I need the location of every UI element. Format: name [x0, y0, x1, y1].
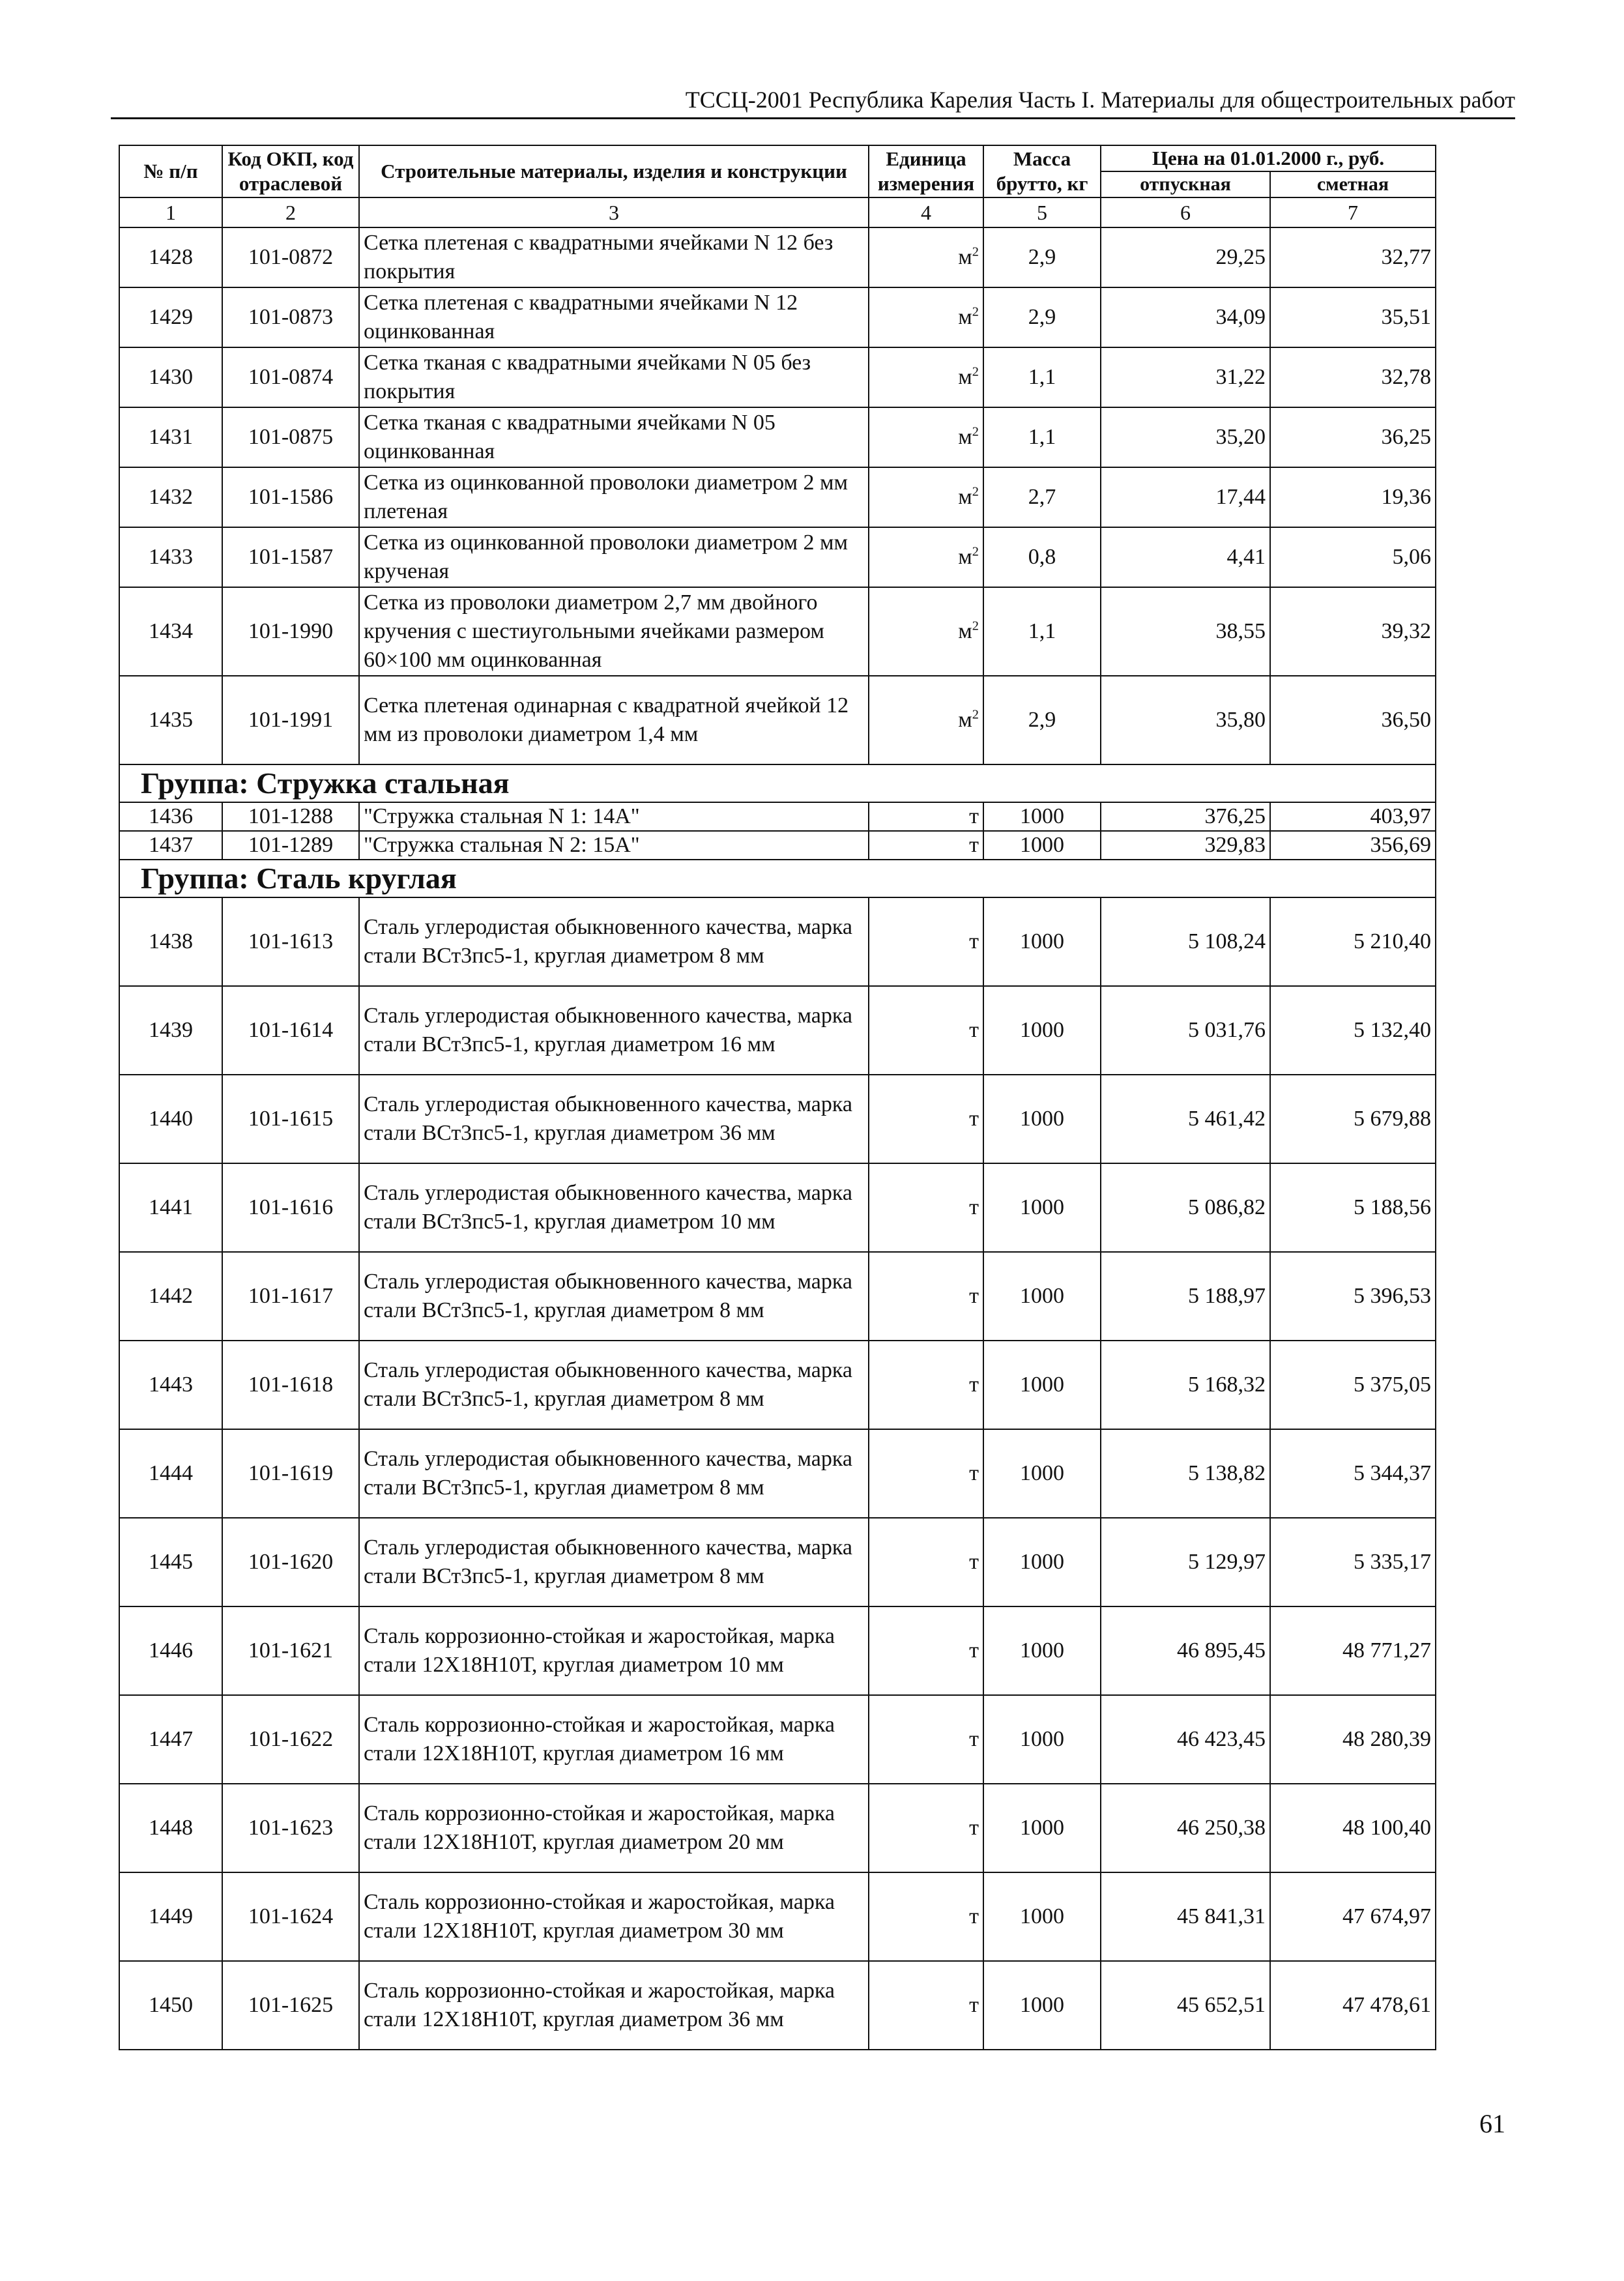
- row-unit: т: [869, 1784, 983, 1872]
- unit-label: м: [958, 245, 972, 269]
- row-price-release: 46 423,45: [1101, 1695, 1270, 1784]
- row-mass: 2,9: [983, 676, 1101, 764]
- table-row: [119, 986, 1436, 1075]
- row-unit: [869, 407, 983, 467]
- row-material-name: Сетка плетеная одинарная с квадратной ячейкой 12 мм из проволоки диаметром 1,4 мм: [359, 676, 869, 764]
- row-material-name: Сетка из оцинкованной проволоки диаметром 2 мм крученая: [359, 527, 869, 587]
- row-price-estimate: 5 396,53: [1270, 1252, 1436, 1341]
- row-price-estimate: 356,69: [1270, 831, 1436, 860]
- row-mass: 1000: [983, 1695, 1101, 1784]
- row-mass: 1000: [983, 986, 1101, 1075]
- row-material-name: Сталь коррозионно-стойкая и жаростойкая, марка стали 12Х18Н10Т, круглая диаметром 36 мм: [359, 1961, 869, 2050]
- row-code: 101-1991: [222, 676, 359, 764]
- row-code: 101-1624: [222, 1872, 359, 1961]
- row-material-name: "Стружка стальная N 1: 14А": [359, 802, 869, 831]
- row-material-name: Сталь коррозионно-стойкая и жаростойкая, марка стали 12Х18Н10Т, круглая диаметром 10 мм: [359, 1606, 869, 1695]
- row-number: 1446: [119, 1606, 222, 1695]
- row-material-name: Сталь углеродистая обыкновенного качества, марка стали ВСт3пс5-1, круглая диаметром 10 мм: [359, 1163, 869, 1252]
- row-code: 101-1614: [222, 986, 359, 1075]
- unit-exponent: 2: [972, 707, 979, 722]
- unit-exponent: 2: [972, 244, 979, 259]
- table-row: [119, 802, 1436, 831]
- row-code: 101-1625: [222, 1961, 359, 2050]
- row-number: 1429: [119, 287, 222, 347]
- table-row: [119, 1252, 1436, 1341]
- table-row: [119, 1961, 1436, 2050]
- row-code: 101-1615: [222, 1075, 359, 1163]
- header-mass: Масса брутто, кг: [983, 145, 1101, 197]
- header-price-estimate: сметная: [1270, 171, 1436, 197]
- row-material-name: Сетка из оцинкованной проволоки диаметром 2 мм плетеная: [359, 467, 869, 527]
- table-header-row: [119, 145, 1436, 171]
- row-mass: 2,9: [983, 227, 1101, 287]
- table-row: [119, 467, 1436, 527]
- row-price-release: 45 652,51: [1101, 1961, 1270, 2050]
- row-price-release: 5 031,76: [1101, 986, 1270, 1075]
- group-heading-shavings: Группа: Стружка стальная: [119, 764, 1436, 802]
- unit-exponent: 2: [972, 364, 979, 379]
- row-price-estimate: 48 100,40: [1270, 1784, 1436, 1872]
- row-mass: 2,7: [983, 467, 1101, 527]
- row-code: 101-1289: [222, 831, 359, 860]
- row-unit: [869, 676, 983, 764]
- row-code: 101-1621: [222, 1606, 359, 1695]
- unit-exponent: 2: [972, 618, 979, 633]
- row-price-release: 5 461,42: [1101, 1075, 1270, 1163]
- row-price-release: 17,44: [1101, 467, 1270, 527]
- row-price-estimate: 35,51: [1270, 287, 1436, 347]
- table-row: [119, 1784, 1436, 1872]
- row-price-release: 46 895,45: [1101, 1606, 1270, 1695]
- row-price-estimate: 47 478,61: [1270, 1961, 1436, 2050]
- row-mass: 1000: [983, 1252, 1101, 1341]
- row-mass: 1000: [983, 1872, 1101, 1961]
- row-unit: [869, 527, 983, 587]
- table-row: [119, 587, 1436, 676]
- row-code: 101-1288: [222, 802, 359, 831]
- row-number: 1436: [119, 802, 222, 831]
- row-code: 101-1618: [222, 1341, 359, 1429]
- table-row: [119, 831, 1436, 860]
- row-price-release: 35,20: [1101, 407, 1270, 467]
- header-code: Код ОКП, код отраслевой: [222, 145, 359, 197]
- table-row: [119, 1429, 1436, 1518]
- row-price-release: 376,25: [1101, 802, 1270, 831]
- row-mass: 1000: [983, 1429, 1101, 1518]
- row-code: 101-1620: [222, 1518, 359, 1606]
- row-price-release: 34,09: [1101, 287, 1270, 347]
- row-mass: 1000: [983, 802, 1101, 831]
- row-number: 1449: [119, 1872, 222, 1961]
- page-header-title: ТССЦ-2001 Республика Карелия Часть I. Материалы для общестроительных работ: [685, 87, 1515, 113]
- table-row: [119, 897, 1436, 986]
- row-number: 1438: [119, 897, 222, 986]
- row-number: 1432: [119, 467, 222, 527]
- row-price-estimate: 39,32: [1270, 587, 1436, 676]
- row-price-estimate: 5 188,56: [1270, 1163, 1436, 1252]
- row-material-name: Сталь углеродистая обыкновенного качества, марка стали ВСт3пс5-1, круглая диаметром 8 мм: [359, 1252, 869, 1341]
- row-code: 101-0873: [222, 287, 359, 347]
- table-body: [119, 197, 1436, 2050]
- row-material-name: Сталь углеродистая обыкновенного качества, марка стали ВСт3пс5-1, круглая диаметром 36 мм: [359, 1075, 869, 1163]
- row-number: 1442: [119, 1252, 222, 1341]
- group-heading-round-steel: Группа: Сталь круглая: [119, 860, 1436, 897]
- row-unit: т: [869, 1695, 983, 1784]
- row-material-name: Сетка из проволоки диаметром 2,7 мм двойного кручения с шестиугольными ячейками размером 60×100 мм оцинкованная: [359, 587, 869, 676]
- row-number: 1430: [119, 347, 222, 407]
- table-row: [119, 1606, 1436, 1695]
- unit-label: м: [958, 365, 972, 389]
- row-mass: 0,8: [983, 527, 1101, 587]
- row-code: 101-1616: [222, 1163, 359, 1252]
- group-row: [119, 860, 1436, 897]
- row-price-estimate: 5 210,40: [1270, 897, 1436, 986]
- row-material-name: Сталь коррозионно-стойкая и жаростойкая, марка стали 12Х18Н10Т, круглая диаметром 16 мм: [359, 1695, 869, 1784]
- unit-label: м: [958, 708, 972, 732]
- row-material-name: Сталь коррозионно-стойкая и жаростойкая, марка стали 12Х18Н10Т, круглая диаметром 30 мм: [359, 1872, 869, 1961]
- column-number: 2: [222, 197, 359, 227]
- column-number: 1: [119, 197, 222, 227]
- row-unit: т: [869, 986, 983, 1075]
- row-number: 1440: [119, 1075, 222, 1163]
- row-price-estimate: 5 344,37: [1270, 1429, 1436, 1518]
- unit-label: м: [958, 619, 972, 643]
- table-row: [119, 227, 1436, 287]
- header-name: Строительные материалы, изделия и конструкции: [359, 145, 869, 197]
- row-mass: 1,1: [983, 347, 1101, 407]
- row-unit: [869, 347, 983, 407]
- unit-label: м: [958, 545, 972, 569]
- row-price-estimate: 32,77: [1270, 227, 1436, 287]
- table-row: [119, 1695, 1436, 1784]
- row-code: 101-1619: [222, 1429, 359, 1518]
- row-price-estimate: 403,97: [1270, 802, 1436, 831]
- row-price-release: 5 168,32: [1101, 1341, 1270, 1429]
- row-mass: 2,9: [983, 287, 1101, 347]
- row-price-estimate: 5 375,05: [1270, 1341, 1436, 1429]
- row-price-estimate: 5 335,17: [1270, 1518, 1436, 1606]
- row-unit: [869, 587, 983, 676]
- row-price-release: 5 188,97: [1101, 1252, 1270, 1341]
- row-price-estimate: 47 674,97: [1270, 1872, 1436, 1961]
- unit-exponent: 2: [972, 544, 979, 559]
- row-number: 1431: [119, 407, 222, 467]
- row-price-estimate: 5 132,40: [1270, 986, 1436, 1075]
- row-price-estimate: 32,78: [1270, 347, 1436, 407]
- row-mass: 1000: [983, 1961, 1101, 2050]
- row-unit: т: [869, 1961, 983, 2050]
- unit-label: м: [958, 305, 972, 329]
- unit-exponent: 2: [972, 424, 979, 439]
- column-number: 3: [359, 197, 869, 227]
- row-price-release: 5 138,82: [1101, 1429, 1270, 1518]
- row-number: 1450: [119, 1961, 222, 2050]
- row-unit: [869, 467, 983, 527]
- table-row: [119, 347, 1436, 407]
- row-material-name: Сетка плетеная с квадратными ячейками N 12 оцинкованная: [359, 287, 869, 347]
- column-number: 6: [1101, 197, 1270, 227]
- row-mass: 1000: [983, 831, 1101, 860]
- row-price-release: 29,25: [1101, 227, 1270, 287]
- row-code: 101-1622: [222, 1695, 359, 1784]
- table-row: [119, 287, 1436, 347]
- row-number: 1447: [119, 1695, 222, 1784]
- table-row: [119, 527, 1436, 587]
- row-unit: т: [869, 1252, 983, 1341]
- row-code: 101-0875: [222, 407, 359, 467]
- row-unit: т: [869, 1429, 983, 1518]
- row-material-name: Сетка тканая с квадратными ячейками N 05 оцинкованная: [359, 407, 869, 467]
- row-number: 1445: [119, 1518, 222, 1606]
- row-price-release: 5 108,24: [1101, 897, 1270, 986]
- row-material-name: Сетка плетеная с квадратными ячейками N 12 без покрытия: [359, 227, 869, 287]
- row-mass: 1,1: [983, 407, 1101, 467]
- row-number: 1439: [119, 986, 222, 1075]
- column-number-row: [119, 197, 1436, 227]
- row-code: 101-0872: [222, 227, 359, 287]
- row-unit: [869, 227, 983, 287]
- unit-label: м: [958, 485, 972, 509]
- row-unit: т: [869, 802, 983, 831]
- row-mass: 1000: [983, 1075, 1101, 1163]
- row-code: 101-1587: [222, 527, 359, 587]
- column-number: 4: [869, 197, 983, 227]
- header-price-group: Цена на 01.01.2000 г., руб.: [1101, 145, 1436, 171]
- row-price-release: 31,22: [1101, 347, 1270, 407]
- header-divider: [111, 117, 1515, 119]
- column-number: 5: [983, 197, 1101, 227]
- row-mass: 1000: [983, 1784, 1101, 1872]
- row-material-name: Сталь углеродистая обыкновенного качества, марка стали ВСт3пс5-1, круглая диаметром 8 мм: [359, 1518, 869, 1606]
- header-price-release: отпускная: [1101, 171, 1270, 197]
- table-row: [119, 407, 1436, 467]
- row-unit: т: [869, 1872, 983, 1961]
- row-unit: [869, 287, 983, 347]
- row-mass: 1000: [983, 1606, 1101, 1695]
- row-number: 1435: [119, 676, 222, 764]
- row-number: 1443: [119, 1341, 222, 1429]
- row-code: 101-1623: [222, 1784, 359, 1872]
- row-unit: т: [869, 1075, 983, 1163]
- table-row: [119, 676, 1436, 764]
- row-number: 1434: [119, 587, 222, 676]
- row-price-estimate: 19,36: [1270, 467, 1436, 527]
- row-material-name: Сетка тканая с квадратными ячейками N 05 без покрытия: [359, 347, 869, 407]
- row-number: 1428: [119, 227, 222, 287]
- row-number: 1444: [119, 1429, 222, 1518]
- row-number: 1441: [119, 1163, 222, 1252]
- table-row: [119, 1163, 1436, 1252]
- row-mass: 1,1: [983, 587, 1101, 676]
- row-unit: т: [869, 831, 983, 860]
- row-material-name: Сталь коррозионно-стойкая и жаростойкая, марка стали 12Х18Н10Т, круглая диаметром 20 мм: [359, 1784, 869, 1872]
- row-unit: т: [869, 1163, 983, 1252]
- row-price-release: 4,41: [1101, 527, 1270, 587]
- table-row: [119, 1341, 1436, 1429]
- row-price-estimate: 48 771,27: [1270, 1606, 1436, 1695]
- row-price-estimate: 48 280,39: [1270, 1695, 1436, 1784]
- row-code: 101-1617: [222, 1252, 359, 1341]
- row-code: 101-0874: [222, 347, 359, 407]
- row-material-name: Сталь углеродистая обыкновенного качества, марка стали ВСт3пс5-1, круглая диаметром 16 мм: [359, 986, 869, 1075]
- row-price-release: 5 129,97: [1101, 1518, 1270, 1606]
- row-code: 101-1586: [222, 467, 359, 527]
- row-unit: т: [869, 1518, 983, 1606]
- row-number: 1433: [119, 527, 222, 587]
- header-unit: Единица измерения: [869, 145, 983, 197]
- unit-exponent: 2: [972, 484, 979, 499]
- row-unit: т: [869, 1341, 983, 1429]
- row-material-name: Сталь углеродистая обыкновенного качества, марка стали ВСт3пс5-1, круглая диаметром 8 мм: [359, 1429, 869, 1518]
- row-code: 101-1990: [222, 587, 359, 676]
- row-price-estimate: 5 679,88: [1270, 1075, 1436, 1163]
- table-row: [119, 1075, 1436, 1163]
- row-number: 1448: [119, 1784, 222, 1872]
- row-price-release: 46 250,38: [1101, 1784, 1270, 1872]
- row-mass: 1000: [983, 1163, 1101, 1252]
- row-unit: т: [869, 1606, 983, 1695]
- materials-price-table: [119, 145, 1436, 2050]
- row-price-estimate: 36,25: [1270, 407, 1436, 467]
- row-price-release: 5 086,82: [1101, 1163, 1270, 1252]
- row-number: 1437: [119, 831, 222, 860]
- row-material-name: Сталь углеродистая обыкновенного качества, марка стали ВСт3пс5-1, круглая диаметром 8 мм: [359, 1341, 869, 1429]
- row-price-release: 35,80: [1101, 676, 1270, 764]
- row-mass: 1000: [983, 1518, 1101, 1606]
- row-price-release: 329,83: [1101, 831, 1270, 860]
- row-code: 101-1613: [222, 897, 359, 986]
- row-price-release: 45 841,31: [1101, 1872, 1270, 1961]
- table-row: [119, 1518, 1436, 1606]
- page-number: 61: [1479, 2109, 1505, 2138]
- row-unit: т: [869, 897, 983, 986]
- row-mass: 1000: [983, 1341, 1101, 1429]
- unit-exponent: 2: [972, 304, 979, 319]
- header-num: № п/п: [119, 145, 222, 197]
- row-material-name: Сталь углеродистая обыкновенного качества, марка стали ВСт3пс5-1, круглая диаметром 8 мм: [359, 897, 869, 986]
- row-price-estimate: 36,50: [1270, 676, 1436, 764]
- group-row: [119, 764, 1436, 802]
- row-material-name: "Стружка стальная N 2: 15А": [359, 831, 869, 860]
- row-mass: 1000: [983, 897, 1101, 986]
- column-number: 7: [1270, 197, 1436, 227]
- row-price-release: 38,55: [1101, 587, 1270, 676]
- row-price-estimate: 5,06: [1270, 527, 1436, 587]
- table-row: [119, 1872, 1436, 1961]
- unit-label: м: [958, 425, 972, 449]
